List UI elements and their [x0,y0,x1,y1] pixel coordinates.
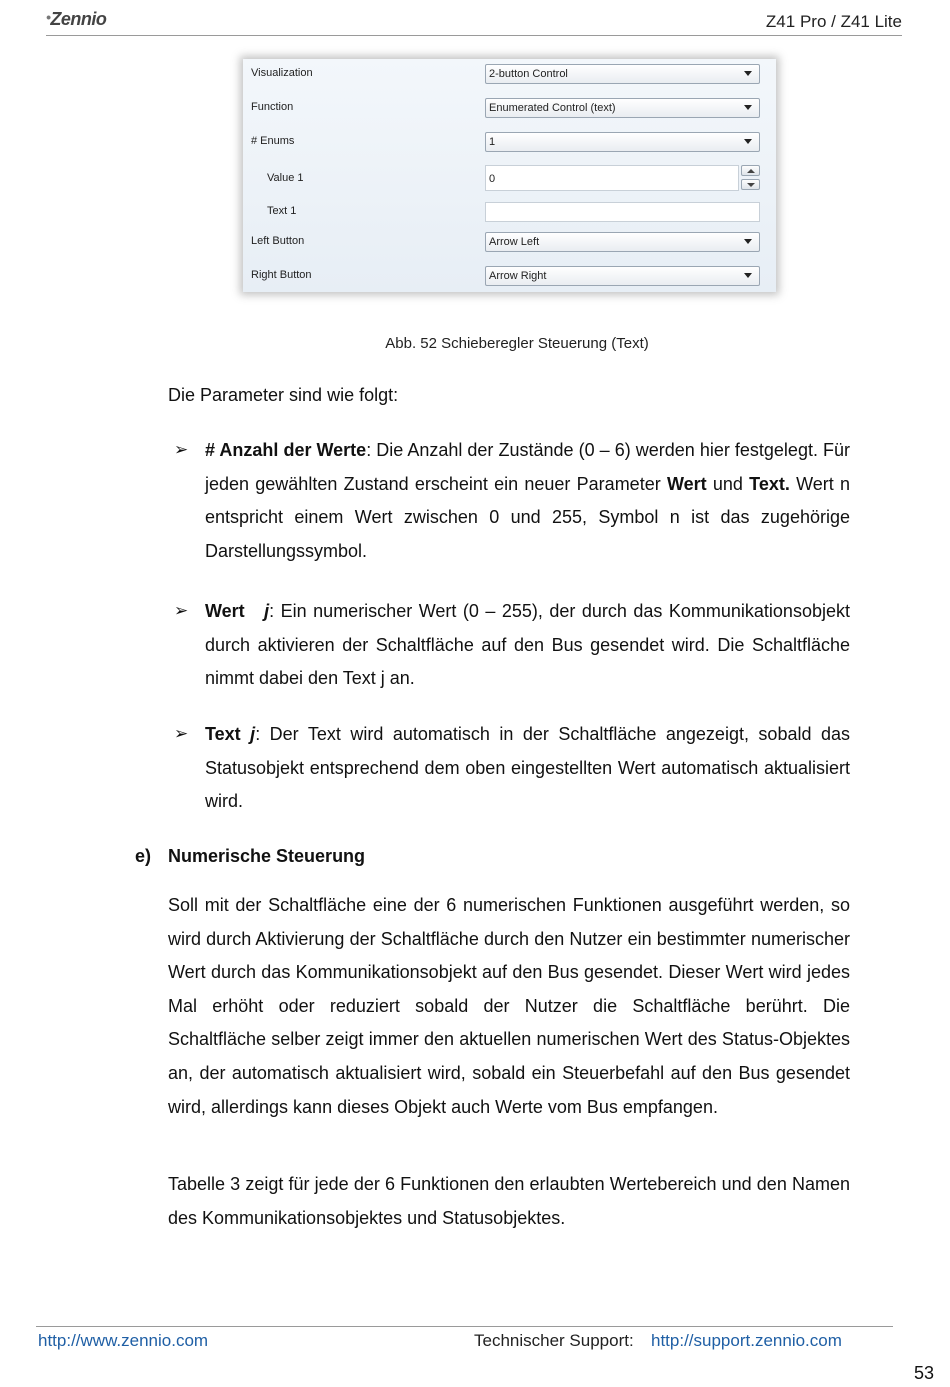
param-row-left-button [243,230,776,254]
param-label: Visualization [251,67,313,79]
footer-divider [36,1326,893,1327]
param-row-enums [243,130,776,154]
input-value: 0 [489,173,496,185]
right-button-select[interactable] [485,266,760,286]
section-title: Numerische Steuerung [168,846,366,866]
bullet-bold: Text. [749,473,790,494]
value-1-input[interactable] [485,165,739,191]
chevron-down-icon [744,105,752,110]
bullet-anzahl-werte [205,434,850,568]
bullet-text: : Ein numerischer Wert (0 – 255), der durch das Kommunikationsobjekt durch aktivieren der Schaltfläche auf den Bus gesendet wird. Die Schaltfläche nimmt dabei den Text j an. [205,601,850,689]
arrow-bullet-icon: ➢ [174,601,189,620]
arrow-down-icon [747,183,755,187]
bullet-term: # Anzahl der Werte [205,440,367,460]
header-divider [46,35,902,36]
chevron-down-icon [744,139,752,144]
enums-select[interactable] [485,132,760,152]
param-label: # Enums [251,135,295,147]
arrow-bullet-icon: ➢ [174,724,189,743]
document-title: Z41 Pro / Z41 Lite [765,12,902,31]
chevron-down-icon [744,239,752,244]
visualization-select[interactable] [485,64,760,84]
chevron-down-icon [744,273,752,278]
param-label: Left Button [251,235,305,247]
param-label: Value 1 [267,172,304,184]
param-row-visualization [243,62,776,86]
section-paragraph: Soll mit der Schaltfläche eine der 6 numerischen Funktionen ausgeführt werden, so wird durch Aktivierung der Schaltfläche durch den Nutzer ein bestimmter numerischer Wert durch das Kommunikationsobjekt auf den Bus gesendet. Dieser Wert wird jedes Mal erhöht oder reduziert sobald der Nutzer die Schaltfläche berührt. Die Schaltfläche selber zeigt immer den aktuellen numerischen Wert des Status-Objektes an, der automatisch aktualisiert wird, sobald ein Steuerbefahl auf den Bus gesendet wird, allerdings kann dieses Objekt auch Werte vom Bus empfangen. [168,895,850,1117]
zennio-logo: •Zennio [46,9,107,29]
section-letter: e) [135,846,152,866]
bullet-text: : Die Anzahl der Zustände (0 – 6) werden hier festgelegt. Für jeden gewählten Zustand erscheint ein neuer Parameter [205,440,851,494]
param-label: Text 1 [267,205,297,217]
website-link[interactable]: http://www.zennio.com [38,1331,209,1350]
param-row-text-1 [243,200,776,224]
parameter-screenshot [243,59,776,292]
bullet-term-j: j [264,601,270,621]
arrow-bullet-icon: ➢ [174,440,189,459]
select-value: 2-button Control [489,68,568,80]
bullet-text: und [706,473,750,494]
bullet-wert-j [205,595,850,696]
page-number: 53 [913,1363,934,1383]
param-label: Function [251,101,294,113]
logo-text: Zennio [50,9,107,29]
left-button-select[interactable] [485,232,760,252]
intro-text: Die Parameter sind wie folgt: [168,385,399,405]
support-label: Technischer Support: [474,1331,634,1350]
text-1-input[interactable] [485,202,760,222]
chevron-down-icon [744,71,752,76]
bullet-text: : Der Text wird automatisch in der Schaltfläche angezeigt, sobald das Statusobjekt entsprechend dem oben eingestellten Wert automatisch aktualisiert wird. [205,724,850,812]
bullet-text: Wert n entspricht einem Wert zwischen 0 und 255, Symbol n ist das zugehörige Darstellungssymbol. [205,473,851,561]
param-label: Right Button [251,269,312,281]
param-row-value-1 [243,165,776,193]
param-row-right-button [243,264,776,288]
arrow-up-icon [747,169,755,173]
bullet-term: Wert [205,601,245,621]
spin-down-button[interactable] [741,179,760,190]
bullet-bold: Wert [666,473,707,494]
select-value: Arrow Left [489,236,540,248]
param-row-function [243,96,776,120]
select-value: 1 [489,136,496,148]
select-value: Enumerated Control (text) [489,102,616,114]
table-reference-paragraph: Tabelle 3 zeigt für jede der 6 Funktionen den erlaubten Wertebereich und den Namen des Kommunikationsobjektes und Statusobjektes. [168,1174,850,1228]
support-link[interactable]: http://support.zennio.com [651,1331,842,1350]
function-select[interactable] [485,98,760,118]
figure-caption: Abb. 52 Schieberegler Steuerung (Text) [385,335,649,352]
bullet-text-j [205,718,850,819]
spin-up-button[interactable] [741,165,760,176]
bullet-term-j: j [250,724,256,744]
bullet-term: Text [205,724,241,744]
select-value: Arrow Right [489,270,547,282]
